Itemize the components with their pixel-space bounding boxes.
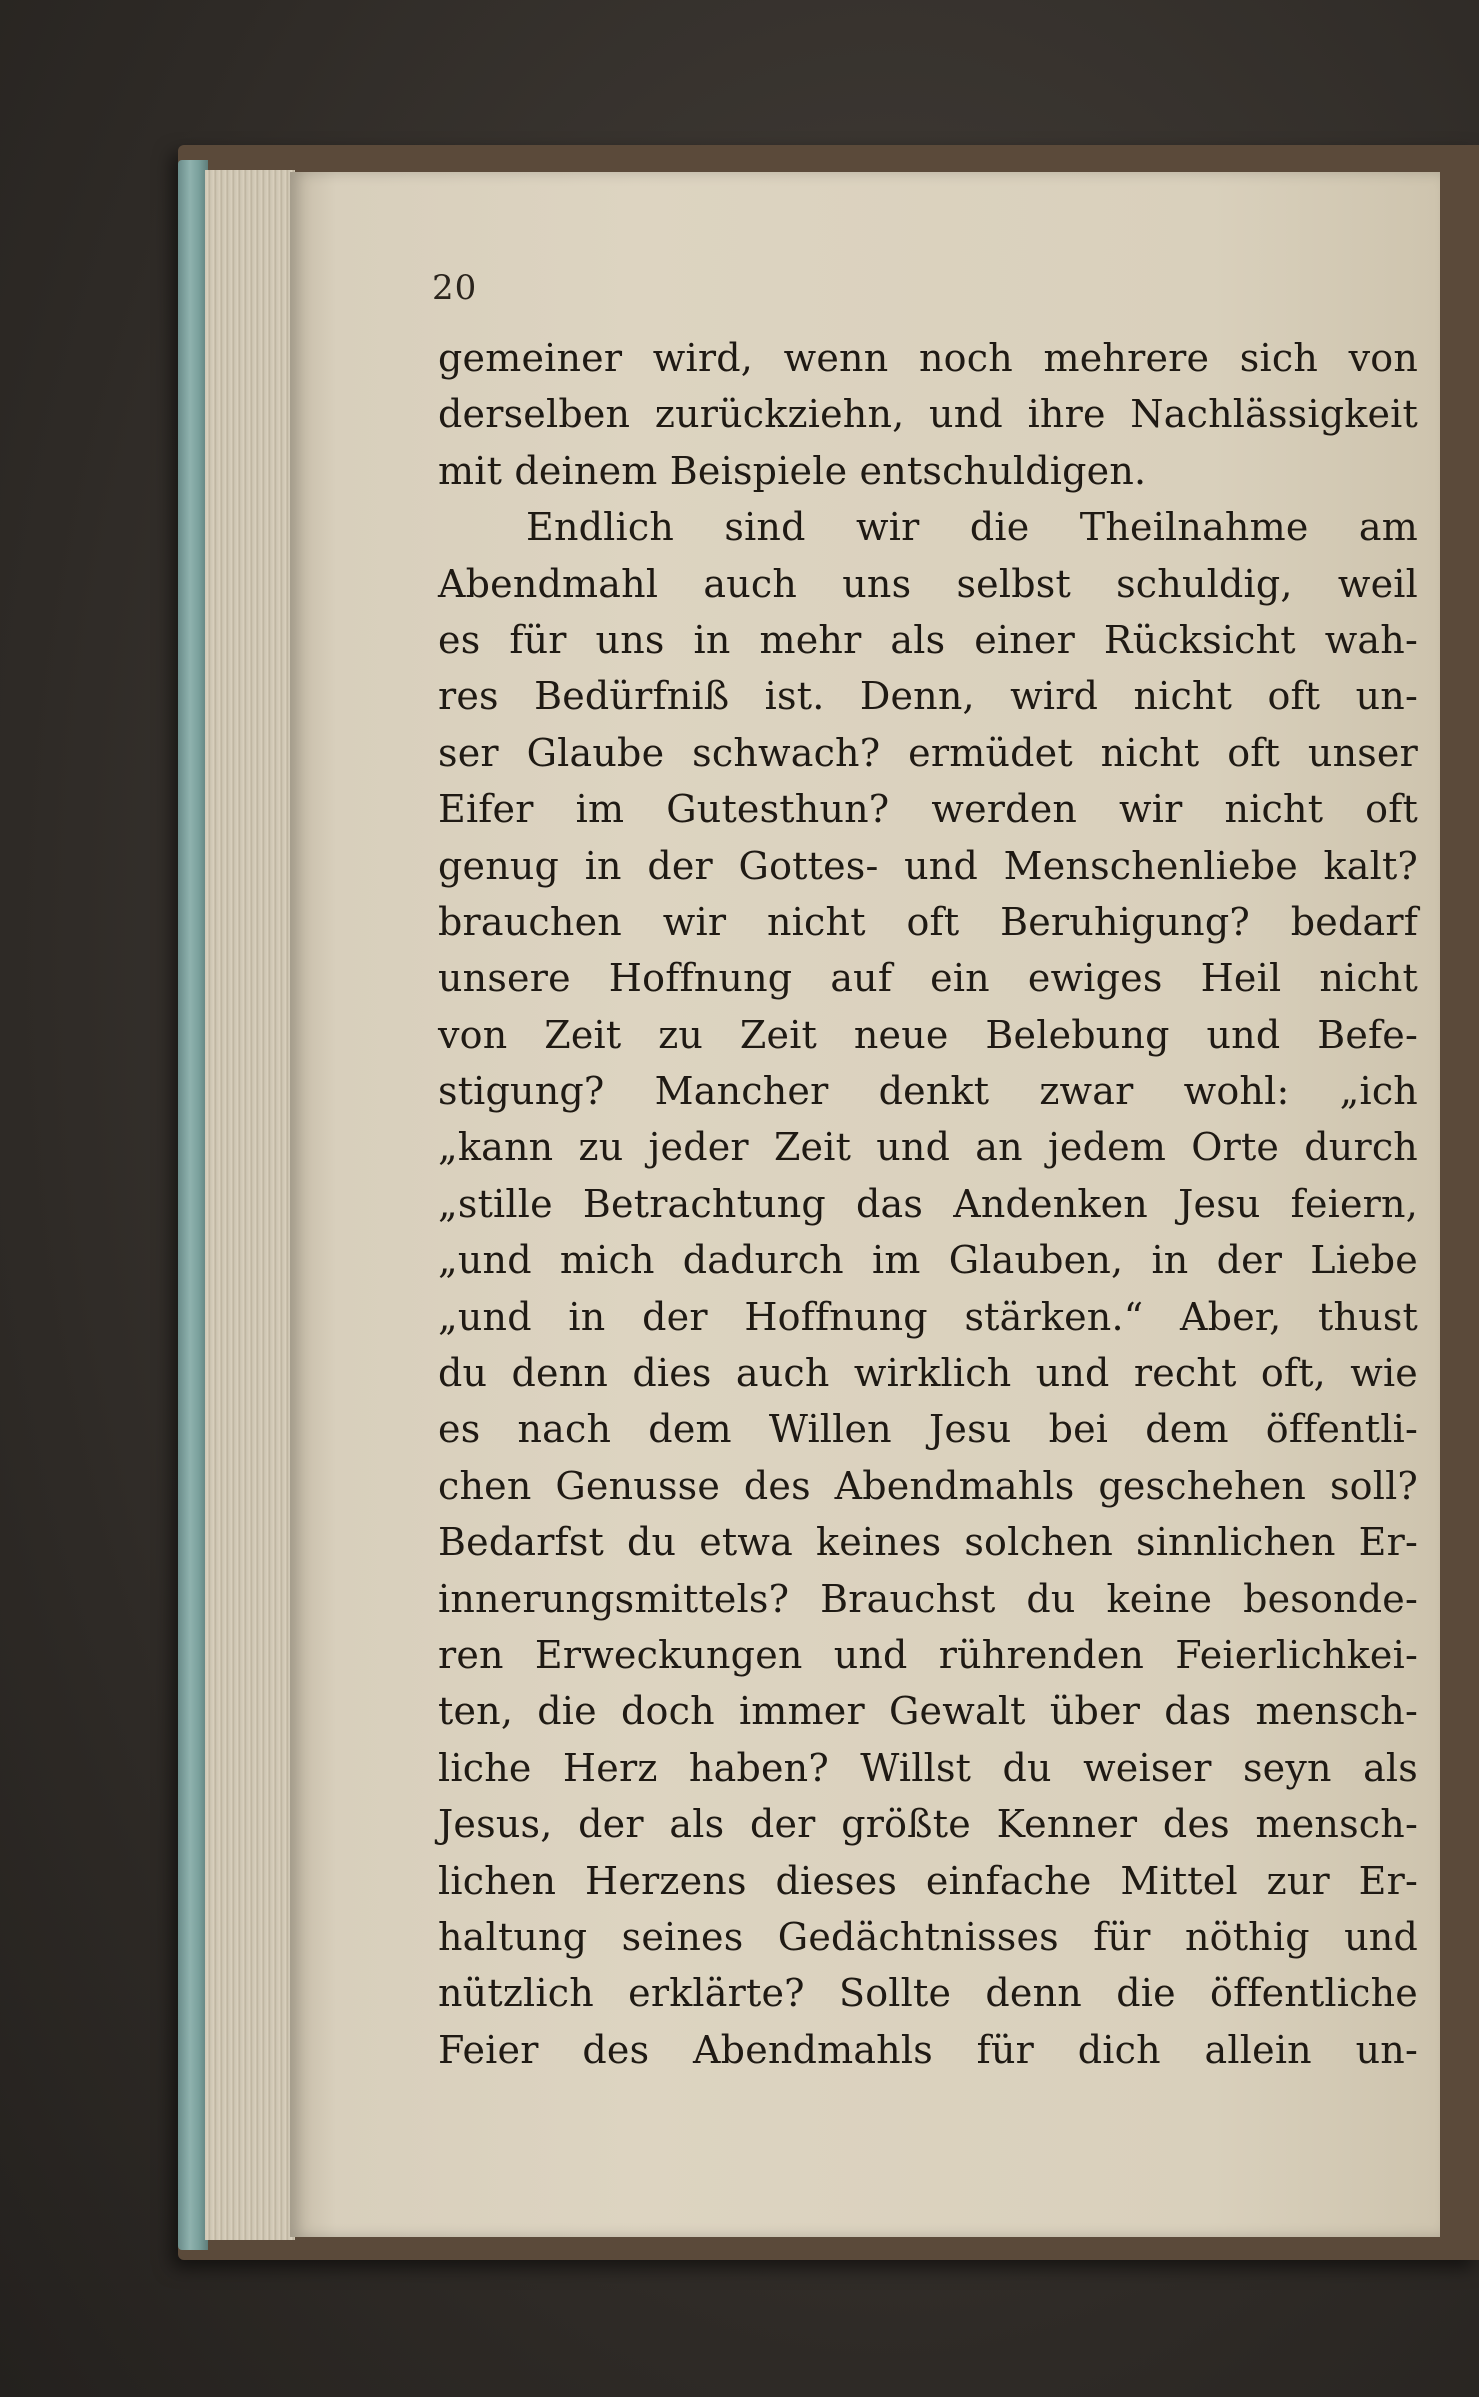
text-line: es nach dem Willen Jesu bei dem öffentli-	[438, 1407, 1418, 1452]
text-line: genug in der Gottes- und Menschenliebe kalt?	[438, 843, 1418, 888]
text-line: Bedarfst du etwa keines solchen sinnlichen Er-	[438, 1520, 1418, 1565]
text-line: haltung seines Gedächtnisses für nöthig und	[438, 1914, 1418, 1959]
text-line: Abendmahl auch uns selbst schuldig, weil	[438, 561, 1418, 606]
text-line: unsere Hoffnung auf ein ewiges Heil nicht	[438, 956, 1418, 1001]
page-number: 20	[432, 268, 478, 308]
text-line: gemeiner wird, wenn noch mehrere sich von	[438, 336, 1418, 380]
text-line: nützlich erklärte? Sollte denn die öffentliche	[438, 1971, 1418, 2016]
text-line: es für uns in mehr als einer Rücksicht wah-	[438, 617, 1418, 662]
text-line: mit deinem Beispiele entschuldigen.	[438, 448, 1147, 493]
page-text	[438, 330, 1418, 2078]
text-line: du denn dies auch wirklich und recht oft, wie	[438, 1351, 1418, 1396]
text-line: ten, die doch immer Gewalt über das mensch-	[438, 1689, 1418, 1734]
text-line: lichen Herzens dieses einfache Mittel zur Er-	[438, 1858, 1418, 1903]
text-line: „und mich dadurch im Glauben, in der Liebe	[438, 1238, 1418, 1283]
text-line: ser Glaube schwach? ermüdet nicht oft unser	[438, 730, 1418, 775]
text-line: „kann zu jeder Zeit und an jedem Orte durch	[438, 1125, 1418, 1170]
text-line: Feier des Abendmahls für dich allein un-	[438, 2027, 1418, 2072]
text-line: brauchen wir nicht oft Beruhigung? bedarf	[438, 899, 1418, 944]
text-line: „und in der Hoffnung stärken.“ Aber, thust	[438, 1294, 1418, 1339]
text-line: Eifer im Gutesthun? werden wir nicht oft	[438, 787, 1418, 832]
text-line: derselben zurückziehn, und ihre Nachlässigkeit	[438, 392, 1418, 437]
page-stack-edges	[205, 170, 295, 2240]
text-line: liche Herz haben? Willst du weiser seyn als	[438, 1745, 1418, 1790]
text-line: ren Erweckungen und rührenden Feierlichkei-	[438, 1632, 1418, 1677]
book-cover-edge	[178, 160, 208, 2250]
text-line: stigung? Mancher denkt zwar wohl: „ich	[438, 1069, 1418, 1114]
text-line: res Bedürfniß ist. Denn, wird nicht oft un-	[438, 674, 1418, 719]
text-line: Endlich sind wir die Theilnahme am	[526, 505, 1418, 550]
text-line: chen Genusse des Abendmahls geschehen soll?	[438, 1463, 1418, 1508]
text-line: „stille Betrachtung das Andenken Jesu feiern,	[438, 1181, 1418, 1226]
text-line: innerungsmittels? Brauchst du keine besonde-	[438, 1576, 1418, 1621]
text-line: von Zeit zu Zeit neue Belebung und Befe-	[438, 1012, 1418, 1057]
text-line: Jesus, der als der größte Kenner des mensch-	[438, 1802, 1418, 1847]
